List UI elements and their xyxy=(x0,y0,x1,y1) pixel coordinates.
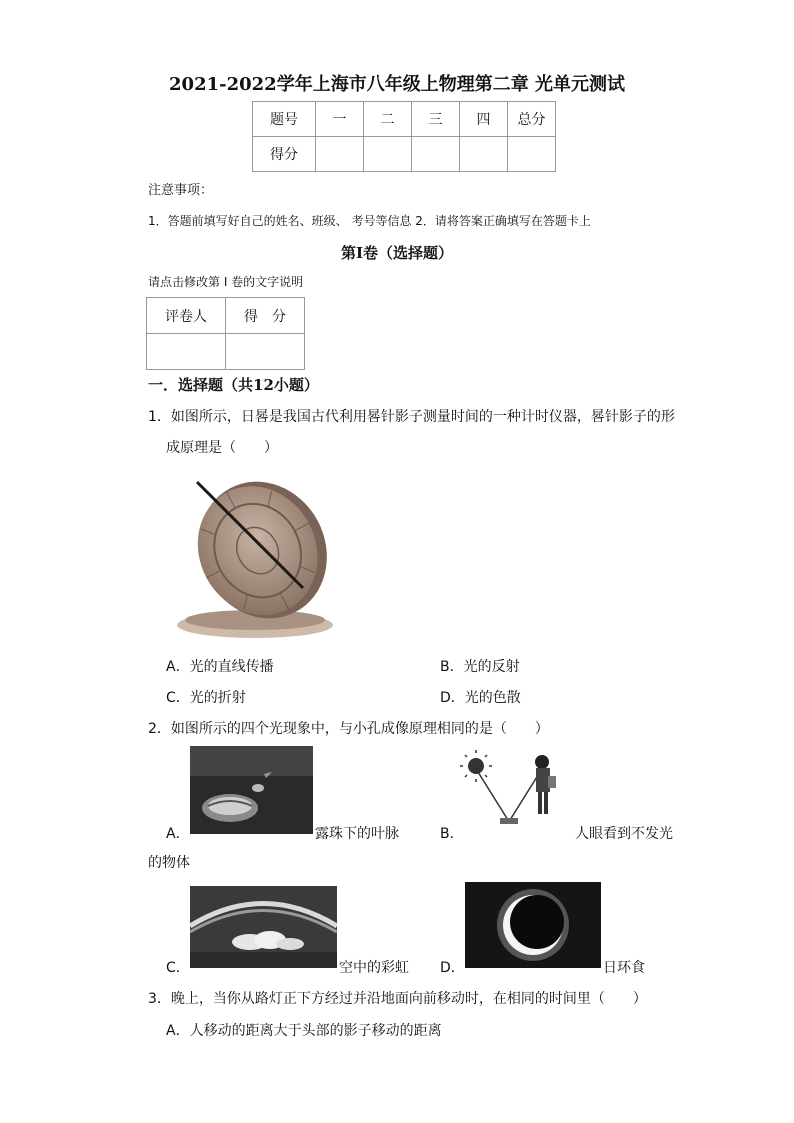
q2-option-d-caption: 日环食 xyxy=(603,960,645,976)
score-row-label: 得分 xyxy=(253,137,316,172)
q2-option-a-caption: 露珠下的叶脉 xyxy=(315,826,399,842)
score-cell[interactable] xyxy=(412,137,460,172)
notice-text: 1．答题前填写好自己的姓名、班级、 考号等信息 2．请将答案正确填写在答题卡上 xyxy=(148,214,591,228)
score-cell[interactable] xyxy=(226,334,305,370)
q2-option-b-caption: 人眼看到不发光 xyxy=(575,826,673,842)
q3-option-a[interactable]: A．人移动的距离大于头部的影子移动的距离 xyxy=(166,1023,442,1039)
rainbow-image xyxy=(190,886,337,968)
q2-stem: 2．如图所示的四个光现象中，与小孔成像原理相同的是（ ） xyxy=(148,721,549,737)
page-title: 2021-2022学年上海市八年级上物理第二章 光单元测试 xyxy=(169,74,625,95)
q1-stem-line2: 成原理是（ ） xyxy=(166,440,278,456)
score-label: 得 分 xyxy=(226,298,305,334)
score-table-score-row xyxy=(253,137,556,172)
score-cell[interactable] xyxy=(316,137,364,172)
section-heading: 一．选择题（共12小题） xyxy=(148,376,319,394)
grader-table xyxy=(146,297,305,370)
q1-option-c[interactable]: C．光的折射 xyxy=(166,690,246,706)
q2-option-d-label[interactable]: D． xyxy=(440,960,465,976)
annular-eclipse-image xyxy=(465,882,601,968)
q2-option-a-label[interactable]: A． xyxy=(166,826,190,842)
part-title: 第Ⅰ卷（选择题） xyxy=(340,244,454,262)
grader-label: 评卷人 xyxy=(147,298,226,334)
score-header-cell: 一 xyxy=(316,102,364,137)
score-cell[interactable] xyxy=(460,137,508,172)
score-cell[interactable] xyxy=(508,137,556,172)
sundial-image xyxy=(163,470,343,642)
grader-cell[interactable] xyxy=(147,334,226,370)
notice-heading: 注意事项： xyxy=(148,183,214,198)
score-table-header-row xyxy=(253,102,556,137)
part-hint[interactable]: 请点击修改第 I 卷的文字说明 xyxy=(148,275,304,289)
q3-stem: 3．晚上，当你从路灯正下方经过并沿地面向前移动时，在相同的时间里（ ） xyxy=(148,991,647,1007)
score-header-cell: 总分 xyxy=(508,102,556,137)
score-header-cell: 三 xyxy=(412,102,460,137)
score-header-cell: 二 xyxy=(364,102,412,137)
q1-option-d[interactable]: D．光的色散 xyxy=(440,690,521,706)
score-cell[interactable] xyxy=(364,137,412,172)
score-table xyxy=(252,101,556,172)
q2-option-b-label[interactable]: B． xyxy=(440,826,464,842)
q2-option-c-label[interactable]: C． xyxy=(166,960,190,976)
q1-option-a[interactable]: A．光的直线传播 xyxy=(166,659,274,675)
q2-option-b-caption-cont: 的物体 xyxy=(148,855,190,871)
score-header-cell: 题号 xyxy=(253,102,316,137)
q1-option-b[interactable]: B．光的反射 xyxy=(440,659,520,675)
q1-stem-line1: 1．如图所示，日晷是我国古代利用晷针影子测量时间的一种计时仪器，晷针影子的形 xyxy=(148,409,675,425)
score-header-cell: 四 xyxy=(460,102,508,137)
eye-sees-object-image xyxy=(460,750,572,834)
q2-option-c-caption: 空中的彩虹 xyxy=(339,960,409,976)
dewdrop-leaf-image xyxy=(190,746,313,834)
